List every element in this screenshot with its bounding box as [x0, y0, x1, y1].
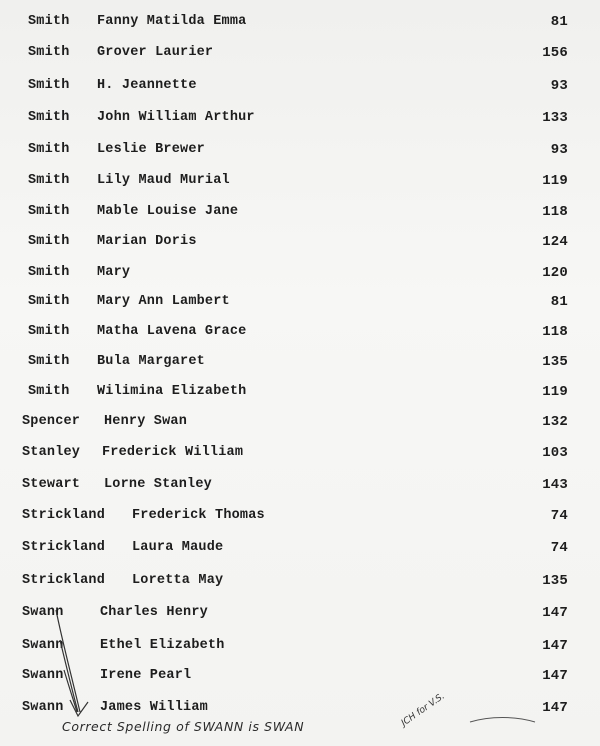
surname: Smith	[28, 324, 70, 339]
page-number: 132	[542, 414, 568, 430]
given-names: Wilimina Elizabeth	[97, 384, 247, 399]
surname: Stewart	[22, 477, 81, 492]
handwritten-correction-note: Correct Spelling of SWANN is SWAN	[62, 719, 305, 734]
given-names: Irene Pearl	[100, 668, 192, 683]
given-names: Henry Swan	[104, 414, 188, 429]
given-names: Charles Henry	[100, 605, 208, 620]
surname: Swann	[22, 668, 64, 683]
page-number: 147	[542, 700, 568, 716]
given-names: Lorne Stanley	[104, 477, 212, 492]
page-number: 81	[550, 14, 568, 30]
given-names: Frederick Thomas	[132, 508, 265, 523]
page-number: 81	[550, 294, 568, 310]
surname: Smith	[28, 234, 70, 249]
page-number: 147	[542, 668, 568, 684]
surname: Smith	[28, 14, 70, 29]
page-number: 147	[542, 605, 568, 621]
page-number: 143	[542, 477, 568, 493]
arrow-line	[56, 610, 80, 712]
page-number: 74	[550, 540, 568, 556]
page-number: 118	[542, 204, 568, 220]
page-number: 135	[542, 354, 568, 370]
underline-mark	[470, 718, 535, 723]
surname: Smith	[28, 265, 70, 280]
given-names: Lily Maud Murial	[97, 173, 230, 188]
page-number: 74	[550, 508, 568, 524]
given-names: Mable Louise Jane	[97, 204, 239, 219]
page-number: 103	[542, 445, 568, 461]
page-number: 124	[542, 234, 568, 250]
page-number: 119	[542, 173, 568, 189]
surname: Swann	[22, 700, 64, 715]
surname: Smith	[28, 384, 70, 399]
surname: Smith	[28, 45, 70, 60]
page-number: 93	[550, 78, 568, 94]
given-names: Loretta May	[132, 573, 224, 588]
given-names: Marian Doris	[97, 234, 197, 249]
given-names: Frederick William	[102, 445, 244, 460]
page-number: 156	[542, 45, 568, 61]
surname: Strickland	[22, 573, 106, 588]
surname: Smith	[28, 110, 70, 125]
page-number: 119	[542, 384, 568, 400]
given-names: James William	[100, 700, 208, 715]
given-names: Grover Laurier	[97, 45, 214, 60]
surname: Smith	[28, 294, 70, 309]
surname: Smith	[28, 204, 70, 219]
given-names: Ethel Elizabeth	[100, 638, 225, 653]
page-number: 133	[542, 110, 568, 126]
given-names: John William Arthur	[97, 110, 255, 125]
surname: Smith	[28, 173, 70, 188]
surname: Smith	[28, 142, 70, 157]
surname: Smith	[28, 354, 70, 369]
page-number: 135	[542, 573, 568, 589]
page-number: 118	[542, 324, 568, 340]
surname: Strickland	[22, 540, 106, 555]
given-names: Bula Margaret	[97, 354, 205, 369]
arrow-line	[60, 640, 78, 712]
given-names: Mary	[97, 265, 131, 280]
page-number: 120	[542, 265, 568, 281]
surname: Stanley	[22, 445, 81, 460]
surname: Swann	[22, 605, 64, 620]
page-number: 93	[550, 142, 568, 158]
page-number: 147	[542, 638, 568, 654]
given-names: Leslie Brewer	[97, 142, 205, 157]
handwritten-initials: JCH for V.S.	[399, 691, 447, 729]
surname: Swann	[22, 638, 64, 653]
given-names: Matha Lavena Grace	[97, 324, 247, 339]
given-names: Fanny Matilda Emma	[97, 14, 247, 29]
given-names: H. Jeannette	[97, 78, 197, 93]
surname: Spencer	[22, 414, 81, 429]
given-names: Mary Ann Lambert	[97, 294, 230, 309]
given-names: Laura Maude	[132, 540, 224, 555]
surname: Strickland	[22, 508, 106, 523]
surname: Smith	[28, 78, 70, 93]
